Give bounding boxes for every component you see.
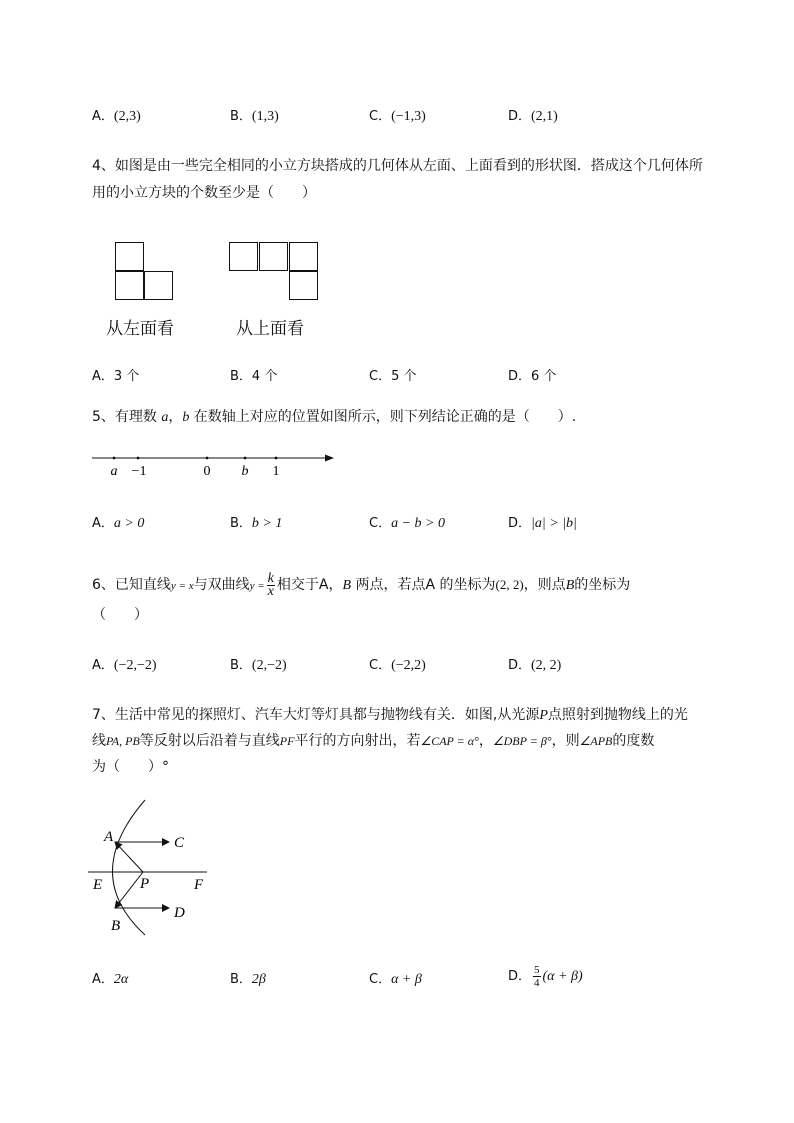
- q5-stem: 5、有理数 a，b 在数轴上对应的位置如图所示，则下列结论正确的是（ ）.: [92, 409, 577, 425]
- fraction-5-over-4: $\frac{5}{4}$: [534, 964, 540, 989]
- q4-stem-line2: 用的小立方块的个数至少是（ ）: [92, 185, 316, 201]
- q6-option-b[interactable]: B．(2,−2): [230, 658, 287, 673]
- q6-option-c[interactable]: C．(−2,2): [369, 658, 426, 673]
- label-a: A: [104, 829, 114, 845]
- grid-square: [259, 242, 288, 271]
- label-b: B: [111, 918, 121, 934]
- q4-option-a[interactable]: A．3 个: [92, 369, 140, 384]
- axis-label-1: 1: [272, 464, 280, 479]
- grid-square: [115, 271, 144, 300]
- q5-option-c[interactable]: C．a − b > 0: [369, 516, 445, 531]
- grid-square: [289, 271, 318, 300]
- label-f: F: [194, 877, 204, 893]
- q4-stem-line1: 4、如图是由一些完全相同的小立方块搭成的几何体从左面、上面看到的形状图．搭成这个几何体所: [92, 158, 703, 174]
- grid-square: [229, 242, 258, 271]
- q7-stem-line2: 线PA, PB等反射以后沿着与直线PF平行的方向射出，若∠CAP = α°，∠DBP = β°，则∠APB的度数: [92, 733, 655, 749]
- q7-option-a[interactable]: A．2α: [92, 972, 129, 987]
- parabola-curve: [113, 800, 146, 935]
- tick-point: [206, 457, 209, 460]
- q7-stem-line3: 为（ ）°: [92, 759, 169, 775]
- tick-point: [275, 457, 278, 460]
- q5-number-line: [90, 448, 340, 480]
- q4-option-c[interactable]: C．5 个: [369, 369, 417, 384]
- q7-stem-line1: 7、生活中常见的探照灯、汽车大灯等灯具都与抛物线有关．如图,从光源P点照射到抛物线上的光: [92, 707, 688, 723]
- q4-caption-top: 从上面看: [236, 319, 304, 339]
- tick-point: [137, 457, 140, 460]
- q4-caption-left: 从左面看: [106, 319, 174, 339]
- axis-label-neg1: −1: [131, 464, 147, 479]
- q6-stem-line2: （ ）: [92, 607, 148, 623]
- q7-option-c[interactable]: C．α + β: [369, 972, 422, 987]
- ray-pb: [115, 872, 143, 908]
- axis-label-0: 0: [203, 464, 211, 479]
- tick-point: [113, 457, 116, 460]
- grid-square: [115, 242, 144, 271]
- q3-option-a[interactable]: A．(2,3): [92, 109, 141, 124]
- label-p: P: [140, 876, 150, 892]
- label-e: E: [93, 877, 103, 893]
- axis-label-a: a: [110, 464, 118, 479]
- axis-arrow-icon: [325, 455, 334, 462]
- q4-option-b[interactable]: B．4 个: [230, 369, 278, 384]
- q5-option-d[interactable]: D．|a| > |b|: [508, 516, 577, 531]
- q3-option-b[interactable]: B．(1,3): [230, 109, 279, 124]
- label-c: C: [174, 835, 185, 851]
- tick-point: [244, 457, 247, 460]
- q6-option-d[interactable]: D．(2, 2): [508, 658, 562, 673]
- q6-option-a[interactable]: A．(−2,−2): [92, 658, 157, 673]
- q7-option-d[interactable]: D． $\frac{5}{4}$ (α + β): [508, 964, 583, 989]
- axis-label-b: b: [241, 464, 249, 479]
- q5-option-b[interactable]: B．b > 1: [230, 516, 283, 531]
- q7-option-b[interactable]: B．2β: [230, 972, 266, 987]
- label-d: D: [174, 905, 185, 921]
- q6-stem-line1: 6、已知直线y = x与双曲线y = $\frac{k}{x}$ 相交于A，B 两点，若点A 的坐标为(2, 2)，则点B的坐标为: [92, 570, 631, 599]
- q3-option-c[interactable]: C．(−1,3): [369, 109, 426, 124]
- q4-option-d[interactable]: D．6 个: [508, 369, 557, 384]
- grid-square: [144, 271, 173, 300]
- q5-option-a[interactable]: A．a > 0: [92, 516, 145, 531]
- grid-square: [289, 242, 318, 271]
- q7-parabola-diagram: [85, 795, 220, 940]
- ray-pa: [115, 842, 143, 872]
- q3-option-d[interactable]: D．(2,1): [508, 109, 558, 124]
- fraction-k-over-x: $\frac{k}{x}$: [267, 570, 274, 599]
